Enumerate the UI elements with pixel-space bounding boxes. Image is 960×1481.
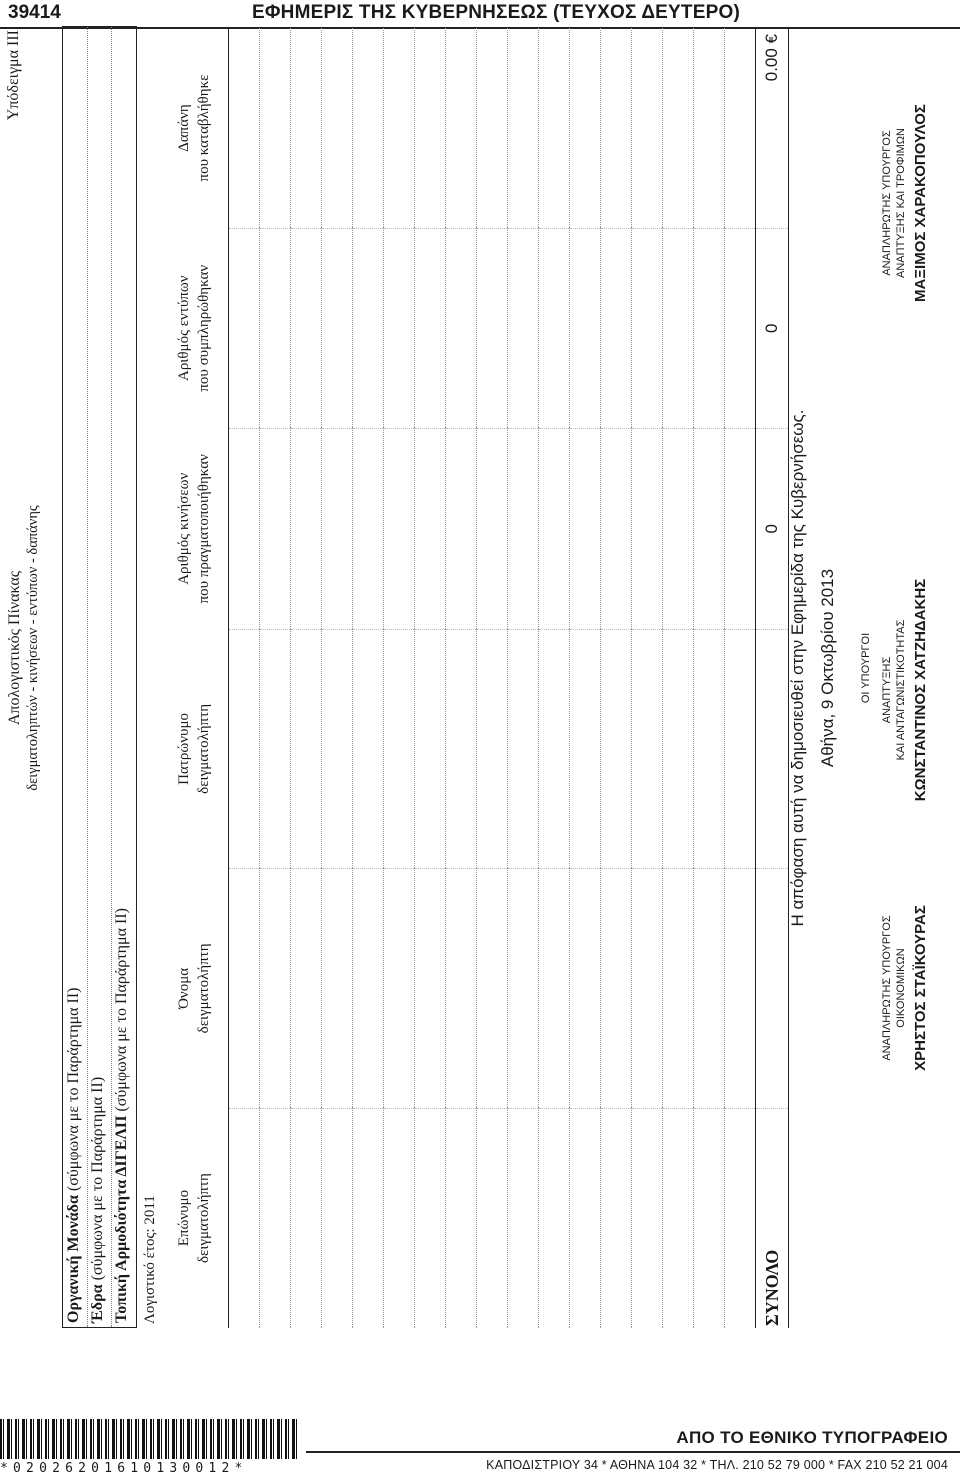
table-cell — [229, 228, 260, 428]
table-cell — [322, 228, 353, 428]
table-cell — [384, 1108, 415, 1328]
table-cell — [508, 28, 539, 228]
table-body — [229, 28, 789, 1328]
table-cell — [539, 1108, 570, 1328]
table-cell — [477, 629, 508, 869]
signer-name: ΜΑΞΙΜΟΣ ΧΑΡΑΚΟΠΟΥΛΟΣ — [912, 104, 929, 302]
table-row — [384, 28, 415, 1328]
register-table — [160, 28, 789, 1328]
total-label: ΣΥΝΟΛΟ — [756, 1108, 789, 1328]
table-cell — [353, 869, 384, 1109]
table-cell — [415, 428, 446, 629]
table-row — [570, 28, 601, 1328]
local-competence-field — [111, 27, 135, 1327]
seat-note: (σύμφωνα με το Παράρτημα ΙΙ) — [89, 1076, 106, 1285]
table-cell — [353, 629, 384, 869]
table-cell — [570, 869, 601, 1109]
table-cell — [632, 1108, 663, 1328]
table-cell — [260, 1108, 291, 1328]
table-cell — [694, 629, 725, 869]
barcode-digits: *02026201610130012* — [0, 1461, 248, 1476]
table-row — [291, 28, 322, 1328]
table-cell — [601, 869, 632, 1109]
table-cell — [415, 869, 446, 1109]
table-cell — [694, 28, 725, 228]
footer-rule — [306, 1451, 960, 1453]
table-cell — [229, 1108, 260, 1328]
table-cell — [539, 428, 570, 629]
table-row — [632, 28, 663, 1328]
table-title-line1: Απολογιστικός Πίνακας — [6, 570, 23, 726]
total-row — [756, 28, 789, 1328]
table-cell — [322, 428, 353, 629]
table-cell — [663, 1108, 694, 1328]
barcode-bars — [0, 1419, 300, 1459]
total-forms: 0 — [756, 228, 789, 428]
table-cell — [632, 228, 663, 428]
table-cell — [694, 228, 725, 428]
table-title-line2: δειγματοληπτών - κινήσεων - εντύπων - δαπάνης — [25, 505, 41, 791]
table-cell — [508, 869, 539, 1109]
table-cell — [415, 1108, 446, 1328]
table-cell — [384, 228, 415, 428]
table-cell — [632, 28, 663, 228]
table-cell — [601, 428, 632, 629]
table-row — [663, 28, 694, 1328]
table-cell — [477, 228, 508, 428]
table-cell — [446, 228, 477, 428]
table-row — [229, 28, 260, 1328]
total-amount: 0.00 € — [756, 28, 789, 228]
table-cell — [477, 428, 508, 629]
table-cell — [322, 28, 353, 228]
table-cell — [632, 869, 663, 1109]
table-row — [694, 28, 725, 1328]
unit-info-box — [62, 26, 137, 1328]
table-cell — [415, 629, 446, 869]
table-cell — [725, 869, 756, 1109]
table-cell — [694, 428, 725, 629]
table-row — [601, 28, 632, 1328]
table-cell — [632, 428, 663, 629]
table-row — [477, 28, 508, 1328]
col-header-movements: Αριθμός κινήσεων που πραγματοποιήθηκαν — [160, 428, 229, 629]
table-row — [260, 28, 291, 1328]
table-cell — [725, 1108, 756, 1328]
table-cell — [725, 228, 756, 428]
table-cell — [539, 629, 570, 869]
printer-title: ΑΠΟ ΤΟ ΕΘΝΙΚΟ ΤΥΠΟΓΡΑΦΕΙΟ — [676, 1428, 948, 1447]
col-header-father-name: Πατρώνυμο δειγματολήπτη — [160, 629, 229, 869]
table-cell — [291, 869, 322, 1109]
table-cell — [260, 228, 291, 428]
col-header-forms: Αριθμός εντύπων που συμπληρώθηκαν — [160, 228, 229, 428]
table-cell — [601, 1108, 632, 1328]
decision-text: Η απόφαση αυτή να δημοσιευθεί στην Εφημερίδα της Κυβερνήσεως. — [788, 409, 807, 927]
journal-title: ΕΦΗΜΕΡΙΣ ΤΗΣ ΚΥΒΕΡΝΗΣΕΩΣ (ΤΕΥΧΟΣ ΔΕΥΤΕΡΟ) — [252, 2, 740, 23]
table-cell — [291, 228, 322, 428]
table-cell — [446, 28, 477, 228]
table-row — [539, 28, 570, 1328]
table-cell — [229, 428, 260, 629]
table-cell — [570, 228, 601, 428]
table-title — [5, 368, 43, 928]
table-cell — [508, 428, 539, 629]
signer-title: ΑΝΑΠΤΥΞΗΣ — [881, 656, 893, 724]
table-cell — [384, 629, 415, 869]
col-header-first-name: Όνομα δειγματολήπτη — [160, 869, 229, 1109]
table-cell — [415, 228, 446, 428]
table-cell — [601, 228, 632, 428]
table-cell — [353, 228, 384, 428]
total-movements: 0 — [756, 428, 789, 629]
table-cell — [632, 629, 663, 869]
table-cell — [260, 869, 291, 1109]
table-cell — [353, 1108, 384, 1328]
table-cell — [601, 629, 632, 869]
table-cell — [291, 629, 322, 869]
org-unit-field — [63, 27, 88, 1327]
table-cell — [384, 28, 415, 228]
table-cell — [229, 629, 260, 869]
printer-address: ΚΑΠΟΔΙΣΤΡΙΟΥ 34 * ΑΘΗΝΑ 104 32 * ΤΗΛ. 210 52 79 000 * FAX 210 52 21 004 — [486, 1458, 948, 1472]
col-header-expense: Δαπάνη που καταβλήθηκε — [160, 28, 229, 228]
table-cell — [570, 1108, 601, 1328]
table-cell — [260, 629, 291, 869]
org-unit-label: Οργανική Μονάδα — [65, 1195, 82, 1323]
table-cell — [322, 869, 353, 1109]
signature-block — [880, 500, 928, 880]
ministers-heading: ΟΙ ΥΠΟΥΡΓΟΙ — [860, 632, 872, 704]
total-empty-cell — [756, 629, 789, 869]
seat-label: Έδρα — [89, 1284, 106, 1323]
table-cell — [291, 428, 322, 629]
table-cell — [291, 28, 322, 228]
signer-title: ΑΝΑΠΤΥΞΗΣ ΚΑΙ ΤΡΟΦΙΜΩΝ — [895, 128, 907, 278]
table-cell — [725, 428, 756, 629]
org-unit-note: (σύμφωνα με το Παράρτημα ΙΙ) — [65, 987, 82, 1196]
table-cell — [663, 869, 694, 1109]
table-cell — [229, 869, 260, 1109]
table-cell — [694, 1108, 725, 1328]
table-cell — [570, 28, 601, 228]
table-cell — [384, 428, 415, 629]
table-cell — [539, 28, 570, 228]
rotated-landscape-content — [0, 8, 960, 1368]
col-header-surname: Επώνυμο δειγματολήπτη — [160, 1108, 229, 1328]
table-cell — [725, 629, 756, 869]
signer-name: ΚΩΝΣΤΑΝΤΙΝΟΣ ΧΑΤΖΗΔΑΚΗΣ — [912, 578, 929, 802]
table-cell — [446, 869, 477, 1109]
signature-block — [880, 13, 928, 393]
table-cell — [477, 869, 508, 1109]
table-cell — [663, 228, 694, 428]
fiscal-year: Λογιστικό έτος: 2011 — [142, 1195, 158, 1324]
table-cell — [229, 28, 260, 228]
table-cell — [446, 428, 477, 629]
table-row — [508, 28, 539, 1328]
signer-title: ΟΙΚΟΝΟΜΙΚΩΝ — [895, 948, 907, 1028]
table-cell — [260, 428, 291, 629]
table-cell — [539, 228, 570, 428]
table-cell — [415, 28, 446, 228]
total-empty-cell — [756, 869, 789, 1109]
table-row — [353, 28, 384, 1328]
table-cell — [322, 1108, 353, 1328]
table-cell — [508, 228, 539, 428]
table-cell — [570, 428, 601, 629]
table-cell — [446, 629, 477, 869]
annex-label: Υπόδειγμα ΙΙΙ — [5, 30, 22, 121]
table-cell — [508, 629, 539, 869]
table-row — [725, 28, 756, 1328]
table-cell — [322, 629, 353, 869]
table-cell — [446, 1108, 477, 1328]
local-competence-label: Τοπική Αρμοδιότητα ΔΙΓΕΛΠ — [113, 1115, 130, 1323]
table-cell — [508, 1108, 539, 1328]
table-cell — [384, 869, 415, 1109]
table-cell — [353, 428, 384, 629]
seat-field — [87, 27, 112, 1327]
table-row — [322, 28, 353, 1328]
table-cell — [725, 28, 756, 228]
table-cell — [477, 1108, 508, 1328]
table-cell — [570, 629, 601, 869]
table-cell — [353, 28, 384, 228]
table-cell — [663, 629, 694, 869]
barcode — [0, 1395, 300, 1481]
date-line: Αθήνα, 9 Οκτωβρίου 2013 — [818, 568, 837, 768]
signer-title: ΚΑΙ ΑΝΤΑΓΩΝΙΣΤΙΚΟΤΗΤΑΣ — [895, 619, 907, 761]
local-competence-note: (σύμφωνα με το Παράρτημα ΙΙ) — [113, 908, 130, 1116]
signer-title: ΑΝΑΠΛΗΡΩΤΗΣ ΥΠΟΥΡΓΟΣ — [881, 130, 893, 276]
table-cell — [539, 869, 570, 1109]
table-row — [415, 28, 446, 1328]
signer-title: ΑΝΑΠΛΗΡΩΤΗΣ ΥΠΟΥΡΓΟΣ — [881, 915, 893, 1061]
table-row — [446, 28, 477, 1328]
table-cell — [663, 28, 694, 228]
table-cell — [694, 869, 725, 1109]
table-cell — [260, 28, 291, 228]
table-cell — [601, 28, 632, 228]
table-cell — [477, 28, 508, 228]
page-number: 39414 — [8, 2, 61, 23]
table-cell — [291, 1108, 322, 1328]
table-header-row — [160, 28, 229, 1328]
table-cell — [663, 428, 694, 629]
signer-name: ΧΡΗΣΤΟΣ ΣΤΑΪΚΟΥΡΑΣ — [912, 905, 929, 1071]
